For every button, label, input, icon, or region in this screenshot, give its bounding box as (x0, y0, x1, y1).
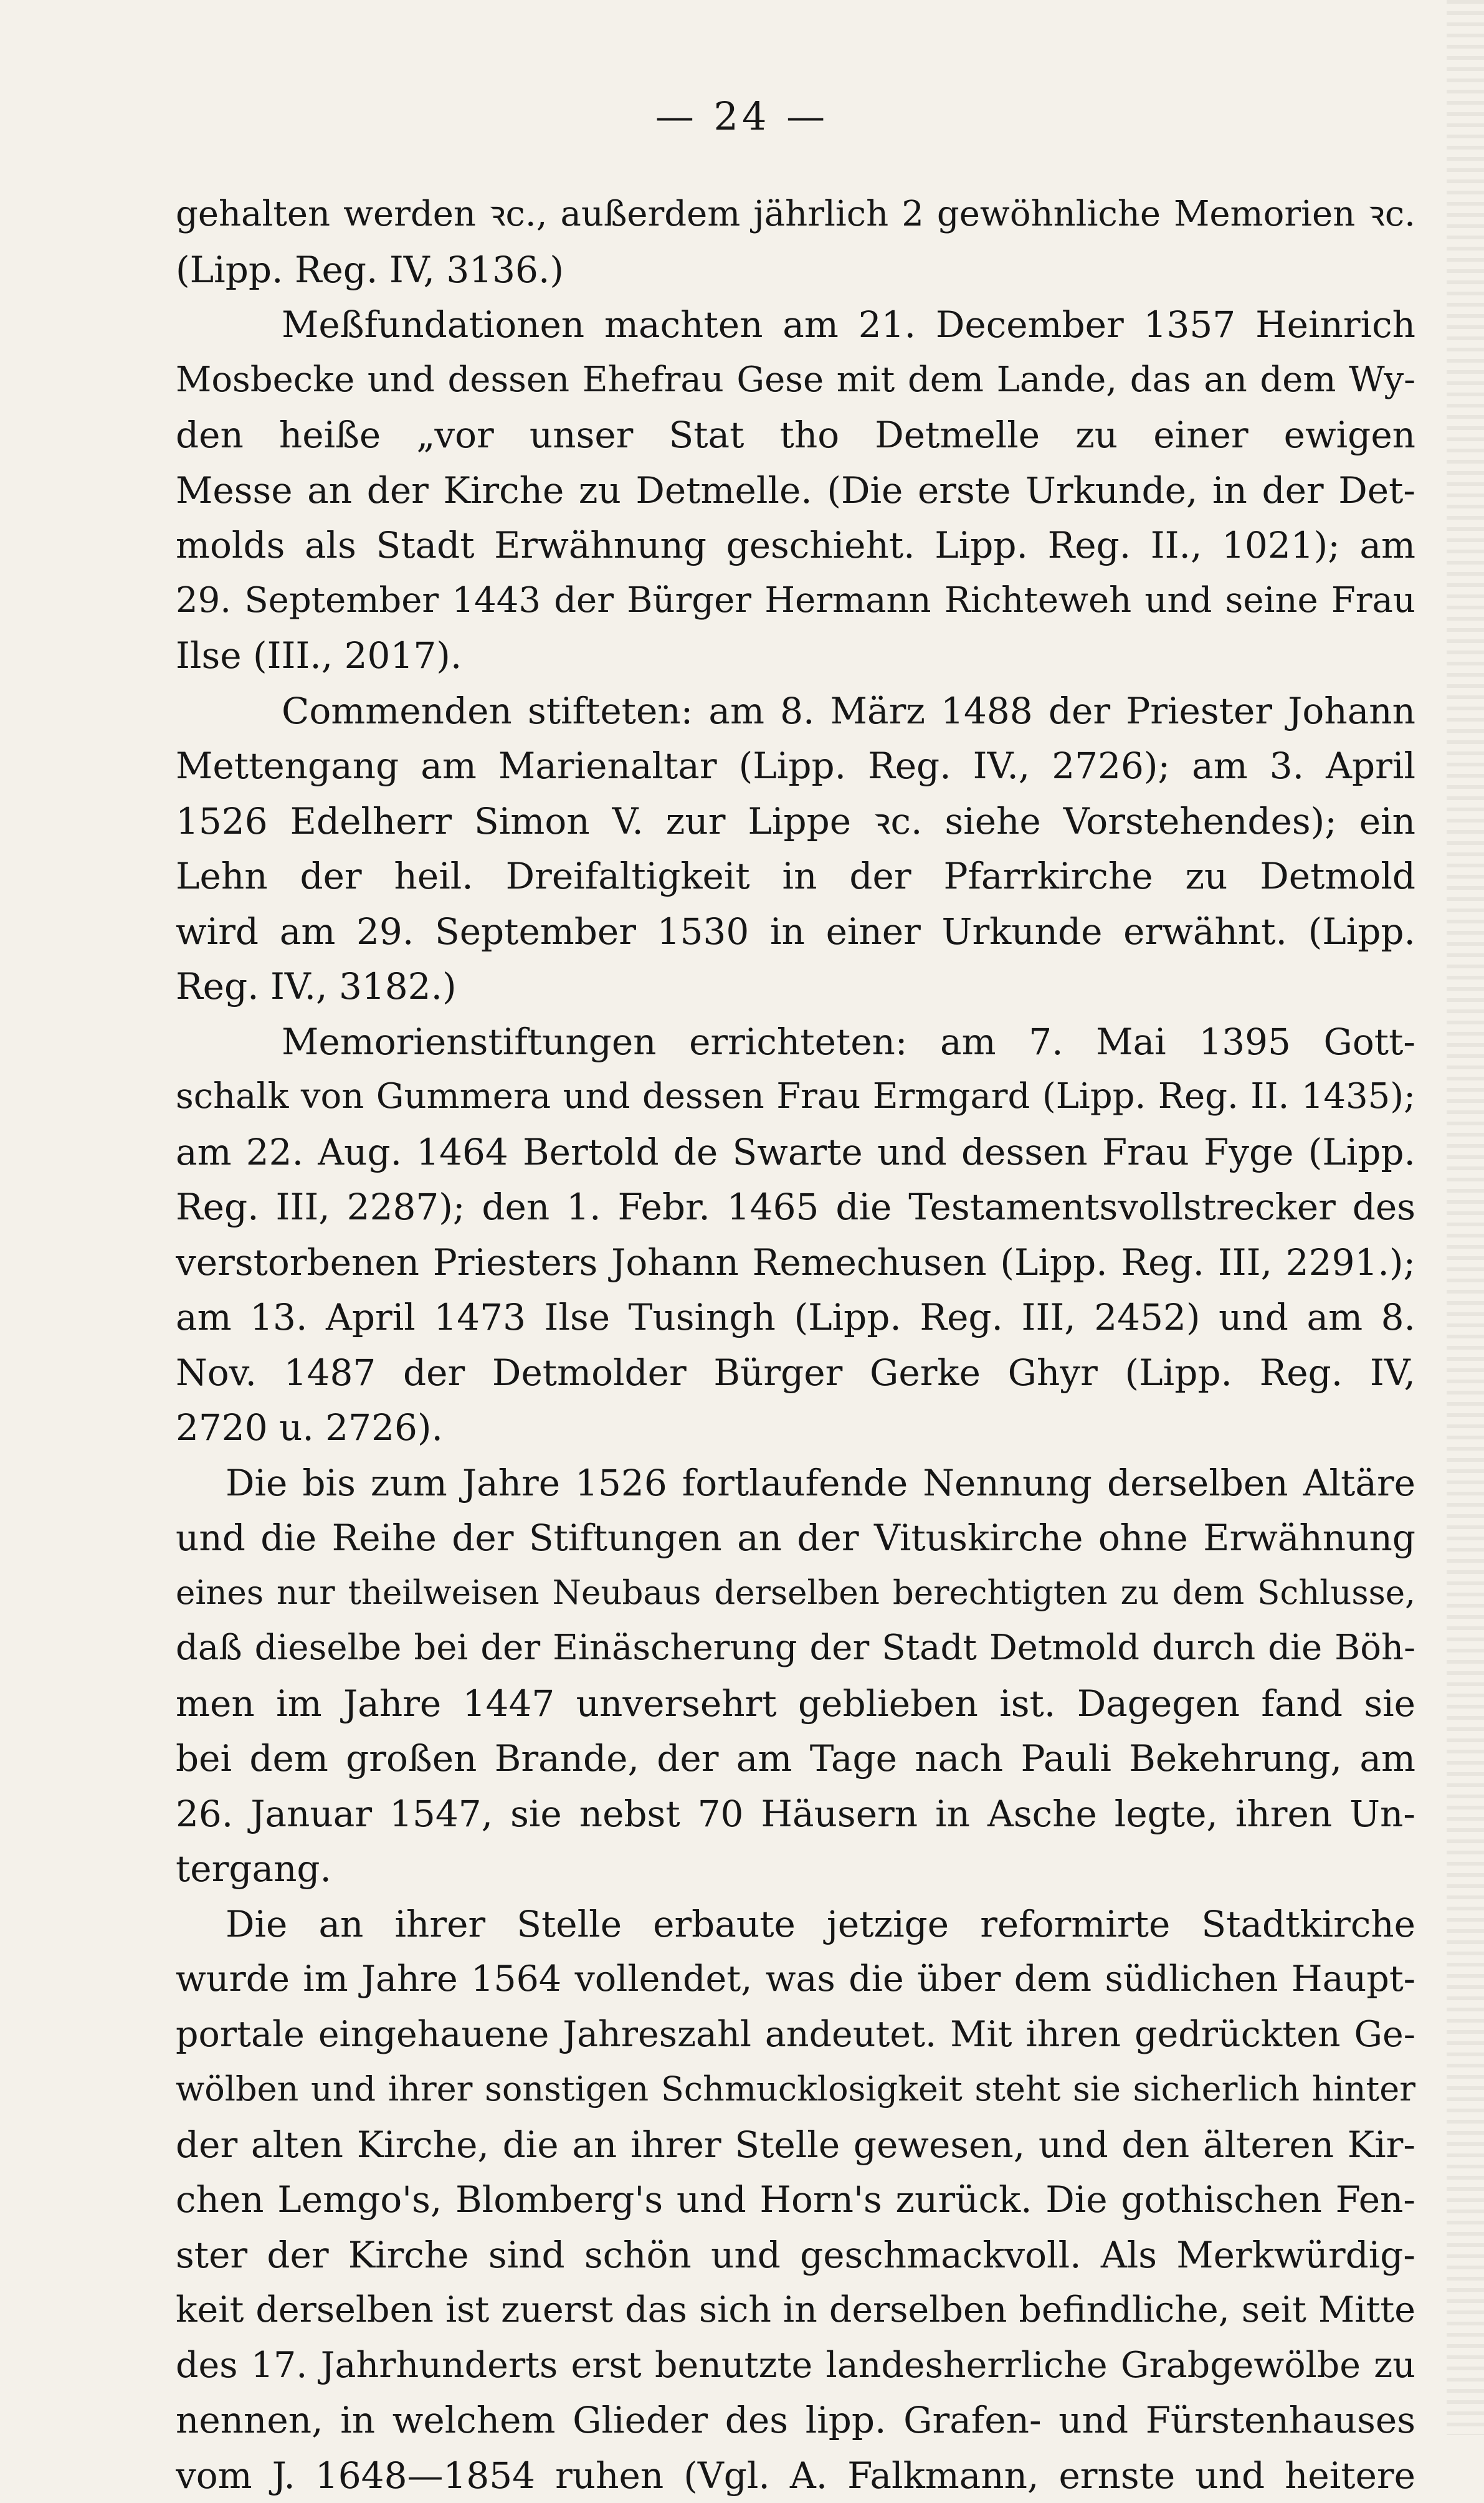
text-line: den heiße „vor unser Stat tho Detmelle zu einer ewigen (176, 408, 1415, 463)
text-line: nennen, in welchem Glieder des lipp. Grafen- und Fürstenhauses (176, 2393, 1415, 2448)
text-line: tergang. (176, 1841, 1415, 1897)
text-line: 2720 u. 2726). (176, 1400, 1415, 1456)
text-line: Reg. IV., 3182.) (176, 959, 1415, 1014)
text-line: ster der Kirche sind schön und geschmackvoll. Als Merkwürdig- (176, 2228, 1415, 2283)
paragraph-start-line: Memorienstiftungen errichteten: am 7. Mai 1395 Gott- (176, 1014, 1415, 1070)
text-line: Ilse (III., 2017). (176, 628, 1415, 684)
paragraph-start-line: Die bis zum Jahre 1526 fortlaufende Nennung derselben Altäre (176, 1456, 1415, 1511)
paragraph-start-line: Die an ihrer Stelle erbaute jetzige reformirte Stadtkirche (176, 1897, 1415, 1952)
paragraph-start-line: Meßfundationen machten am 21. December 1357 Heinrich (176, 297, 1415, 353)
paragraph-start-line: Commenden stifteten: am 8. März 1488 der Priester Johann (176, 684, 1415, 739)
text-line: keit derselben ist zuerst das sich in derselben befindliche, seit Mitte (176, 2282, 1415, 2338)
text-line: vom J. 1648—1854 ruhen (Vgl. A. Falkmann, ernste und heitere (176, 2448, 1415, 2503)
text-line: bei dem großen Brande, der am Tage nach Pauli Bekehrung, am (176, 1731, 1415, 1786)
text-line: portale eingehauene Jahreszahl andeutet. Mit ihren gedrückten Ge- (176, 2007, 1415, 2062)
text-line: der alten Kirche, die an ihrer Stelle gewesen, und den älteren Kir- (176, 2117, 1415, 2173)
text-line: molds als Stadt Erwähnung geschieht. Lipp. Reg. II., 1021); am (176, 518, 1415, 573)
text-line: Reg. III, 2287); den 1. Febr. 1465 die Testamentsvollstrecker des (176, 1180, 1415, 1235)
text-line: verstorbenen Priesters Johann Remechusen (Lipp. Reg. III, 2291.); (176, 1235, 1415, 1290)
text-line: und die Reihe der Stiftungen an der Vituskirche ohne Erwähnung (176, 1510, 1415, 1566)
text-line: daß dieselbe bei der Einäscherung der Stadt Detmold durch die Böh- (176, 1621, 1415, 1676)
text-line: des 17. Jahrhunderts erst benutzte landesherrliche Grabgewölbe zu (176, 2338, 1415, 2393)
page-number: — 24 — (0, 93, 1484, 139)
text-line: chen Lemgo's, Blomberg's und Horn's zurück. Die gothischen Fen- (176, 2172, 1415, 2228)
text-line: am 13. April 1473 Ilse Tusingh (Lipp. Reg. III, 2452) und am 8. (176, 1290, 1415, 1345)
text-line: Mosbecke und dessen Ehefrau Gese mit dem Lande, das an dem Wy- (176, 353, 1415, 408)
text-line: gehalten werden ꝛc., außerdem jährlich 2 gewöhnliche Memorien ꝛc. (176, 187, 1415, 242)
text-line: eines nur theilweisen Neubaus derselben berechtigten zu dem Schlusse, (176, 1566, 1415, 1621)
text-line: wird am 29. September 1530 in einer Urkunde erwähnt. (Lipp. (176, 904, 1415, 960)
text-line: men im Jahre 1447 unversehrt geblieben ist. Dagegen fand sie (176, 1676, 1415, 1732)
text-line: 1526 Edelherr Simon V. zur Lippe ꝛc. siehe Vorstehendes); ein (176, 794, 1415, 849)
scan-edge-noise (1447, 0, 1484, 2435)
text-line: Nov. 1487 der Detmolder Bürger Gerke Ghyr (Lipp. Reg. IV, (176, 1345, 1415, 1401)
text-line: Lehn der heil. Dreifaltigkeit in der Pfarrkirche zu Detmold (176, 849, 1415, 904)
text-line: wölben und ihrer sonstigen Schmucklosigkeit steht sie sicherlich hinter (176, 2062, 1415, 2117)
text-line: Mettengang am Marienaltar (Lipp. Reg. IV., 2726); am 3. April (176, 738, 1415, 794)
text-line: 29. September 1443 der Bürger Hermann Richteweh und seine Frau (176, 573, 1415, 629)
text-line: (Lipp. Reg. IV, 3136.) (176, 242, 1415, 298)
body-text (176, 187, 1415, 2503)
text-line: 26. Januar 1547, sie nebst 70 Häusern in Asche legte, ihren Un- (176, 1786, 1415, 1842)
text-line: am 22. Aug. 1464 Bertold de Swarte und dessen Frau Fyge (Lipp. (176, 1125, 1415, 1180)
text-line: Messe an der Kirche zu Detmelle. (Die erste Urkunde, in der Det- (176, 463, 1415, 518)
text-line: wurde im Jahre 1564 vollendet, was die über dem südlichen Haupt- (176, 1952, 1415, 2007)
text-line: schalk von Gummera und dessen Frau Ermgard (Lipp. Reg. II. 1435); (176, 1069, 1415, 1125)
